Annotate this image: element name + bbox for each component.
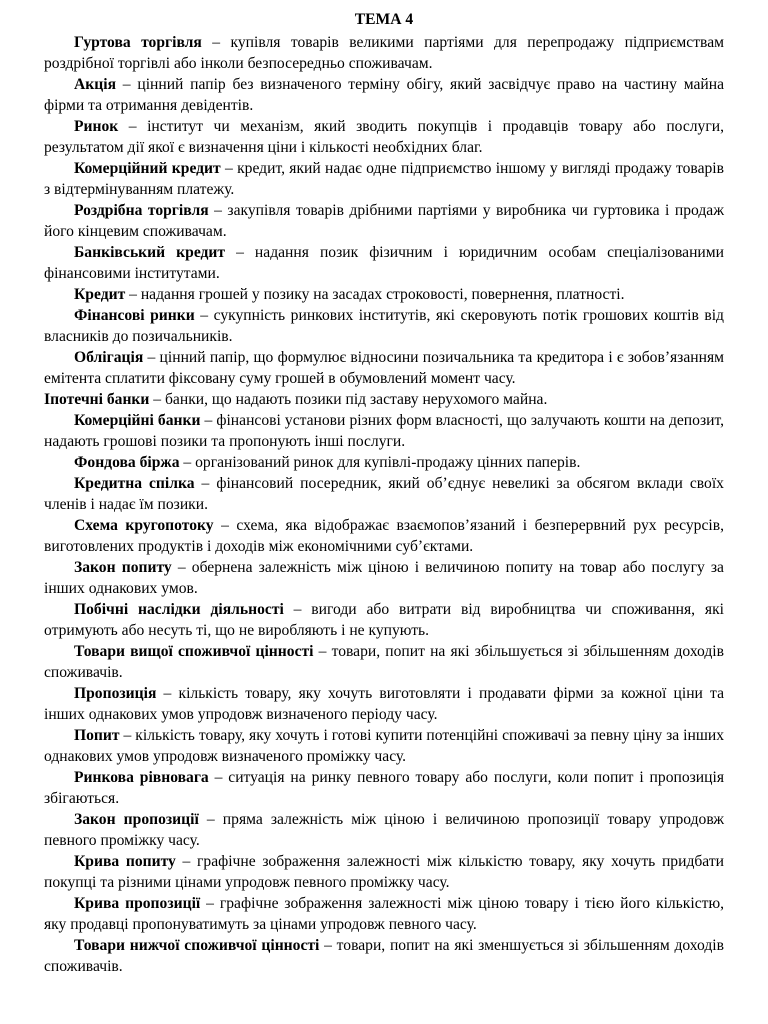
glossary-definition: – фінансові установи різних форм власності, що залучають кошти на депозит, надають грошові позики та пропонують інші послуги. (44, 412, 724, 450)
glossary-entry (44, 116, 724, 158)
glossary-term: Пропозиція (74, 685, 157, 702)
glossary-definition: – банки, що надають позики під заставу нерухомого майна. (149, 391, 548, 408)
glossary-definition: – обернена залежність між ціною і величиною попиту на товар або послугу за інших однакових умов. (44, 559, 724, 597)
glossary-definition: – пряма залежність між ціною і величиною пропозиції товару упродовж певного проміжку часу. (44, 811, 725, 849)
glossary-entry (44, 347, 724, 389)
glossary-definition: – організований ринок для купівлі-продажу цінних паперів. (179, 454, 581, 471)
glossary-definition: – цінний папір, що формулює відносини позичальника та кредитора і є зобов’язанням емітента сплатити фіксовану суму грошей в обумовлений момент часу. (44, 349, 724, 387)
glossary-entry (44, 935, 724, 977)
glossary-term: Банківський кредит (74, 244, 226, 261)
glossary-entry (44, 599, 724, 641)
glossary-list (44, 32, 724, 977)
glossary-definition: – цінний папір без визначеного терміну обігу, який засвідчує право на частину майна фірми та отримання девідентів. (44, 76, 724, 114)
glossary-entry (44, 242, 724, 284)
glossary-term: Ринок (74, 118, 119, 135)
glossary-definition: – сукупність ринкових інститутів, які скеровують потік грошових коштів від власників до позичальників. (44, 307, 724, 345)
glossary-term: Кредит (74, 286, 126, 303)
glossary-definition: – товари, попит на які збільшується зі збільшенням доходів споживачів. (44, 643, 725, 681)
glossary-entry (44, 452, 724, 473)
glossary-term: Роздрібна торгівля (74, 202, 209, 219)
glossary-term: Товари нижчої споживчої цінності (74, 937, 320, 954)
glossary-definition: – ситуація на ринку певного товару або послуги, коли попит і пропозиція збігаються. (44, 769, 724, 807)
glossary-definition: – схема, яка відображає взаємопов’язаний і безперервний рух ресурсів, виготовлених продуктів і доходів між економічними суб’єктами. (44, 517, 724, 555)
glossary-term: Кредитна спілка (74, 475, 195, 492)
glossary-term: Іпотечні банки (44, 391, 150, 408)
glossary-entry (44, 725, 724, 767)
glossary-entry (44, 410, 724, 452)
glossary-definition: – надання грошей у позику на засадах строковості, повернення, платності. (125, 286, 625, 303)
glossary-term: Фондова біржа (74, 454, 180, 471)
glossary-term: Побічні наслідки діяльності (74, 601, 284, 618)
glossary-entry (44, 473, 724, 515)
glossary-definition: – інститут чи механізм, який зводить покупців і продавців товару або послуги, результатом дії якої є визначення ціни і кількості необхідних благ. (44, 118, 724, 156)
glossary-term: Товари вищої споживчої цінності (74, 643, 314, 660)
glossary-entry (44, 557, 724, 599)
glossary-entry (44, 305, 724, 347)
glossary-term: Облігація (74, 349, 144, 366)
glossary-entry (44, 200, 724, 242)
glossary-entry (44, 641, 724, 683)
glossary-entry (44, 74, 724, 116)
glossary-definition: – товари, попит на які зменшується зі збільшенням доходів споживачів. (44, 937, 724, 975)
glossary-definition: – фінансовий посередник, який об’єднує невеликі за обсягом вклади своїх членів і надає їм позики. (44, 475, 724, 513)
glossary-definition: – надання позик фізичним і юридичним особам спеціалізованими фінансовими інститутами. (44, 244, 724, 282)
glossary-term: Комерційні банки (74, 412, 201, 429)
glossary-entry (44, 683, 724, 725)
glossary-definition: – закупівля товарів дрібними партіями у виробника чи гуртовика і продаж його кінцевим споживачам. (44, 202, 724, 240)
glossary-entry (44, 851, 724, 893)
glossary-definition: – вигоди або витрати від виробництва чи споживання, які отримують або несуть ті, що не виробляють і не купують. (44, 601, 724, 639)
glossary-entry (44, 32, 724, 74)
glossary-term: Акція (74, 76, 116, 93)
glossary-definition: – кредит, який надає одне підприємство іншому у вигляді продажу товарів з відтермінуванням платежу. (44, 160, 724, 198)
glossary-entry (44, 809, 724, 851)
glossary-term: Фінансові ринки (74, 307, 195, 324)
glossary-entry (44, 284, 724, 305)
glossary-term: Попит (74, 727, 120, 744)
glossary-entry (44, 893, 724, 935)
glossary-entry (44, 515, 724, 557)
glossary-entry (44, 389, 724, 410)
glossary-term: Ринкова рівновага (74, 769, 209, 786)
glossary-term: Закон попиту (74, 559, 172, 576)
glossary-term: Закон пропозиції (74, 811, 199, 828)
glossary-term: Крива попиту (74, 853, 176, 870)
glossary-entry (44, 767, 724, 809)
glossary-term: Гуртова торгівля (74, 34, 202, 51)
glossary-entry (44, 158, 724, 200)
glossary-definition: – графічне зображення залежності між кількістю товару, яку хочуть придбати покупці та різними цінами упродовж певного проміжку часу. (44, 853, 724, 891)
glossary-definition: – графічне зображення залежності між ціною товару і тією його кількістю, яку продавці пропонуватимуть за цінами упродовж певного часу. (44, 895, 724, 933)
glossary-definition: – кількість товару, яку хочуть виготовляти і продавати фірми за кожної ціни та інших однакових умов упродовж визначеного періоду часу. (44, 685, 724, 723)
glossary-definition: – купівля товарів великими партіями для перепродажу підприємствам роздрібної торгівлі або інколи безпосередньо споживачам. (44, 34, 724, 72)
glossary-definition: – кількість товару, яку хочуть і готові купити потенційні споживачі за певну ціну за інших однакових умов упродовж визначеного проміжку часу. (44, 727, 724, 765)
glossary-term: Схема кругопотоку (74, 517, 214, 534)
glossary-term: Комерційний кредит (74, 160, 221, 177)
page-title: ТЕМА 4 (354, 11, 414, 28)
glossary-term: Крива пропозиції (74, 895, 201, 912)
